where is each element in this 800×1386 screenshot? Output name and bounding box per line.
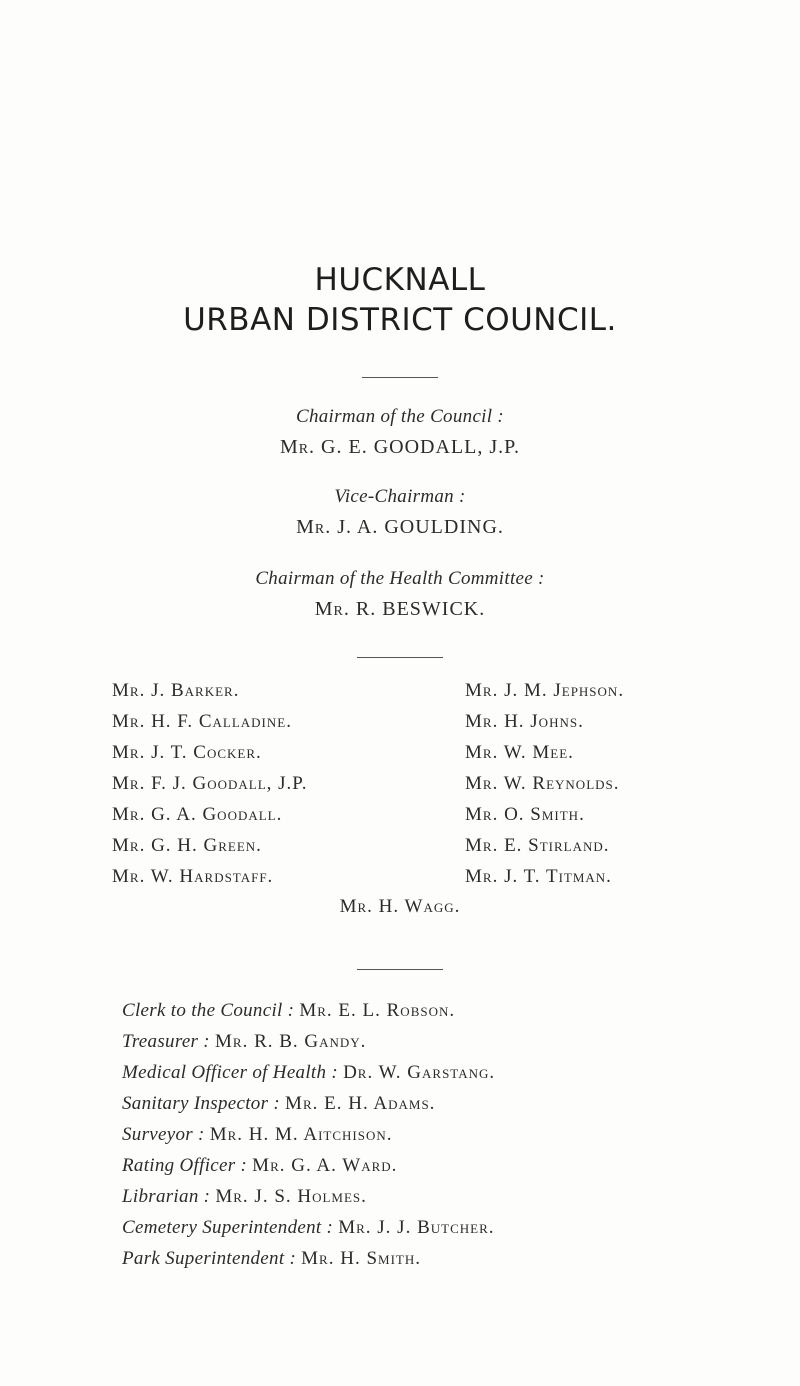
officer-name: Mr. H. M. Aitchison. <box>209 1124 393 1145</box>
officer-name: Mr. H. Smith. <box>301 1248 421 1269</box>
member-left-6: Mr. G. H. Green. <box>112 835 262 856</box>
officer-title: Medical Officer of Health : <box>122 1062 338 1083</box>
officer-title: Clerk to the Council : <box>122 1000 295 1021</box>
member-right-3: Mr. W. Mee. <box>465 742 574 763</box>
member-last: Mr. H. Wagg. <box>339 896 461 917</box>
council-name-line-1: HUCKNALL <box>314 262 486 298</box>
officer-title: Cemetery Superintendent : <box>122 1217 334 1238</box>
officer-row <box>122 1186 367 1208</box>
officer-title: Treasurer : <box>122 1031 210 1052</box>
officer-title: Librarian : <box>122 1186 211 1207</box>
divider-rule <box>362 377 438 378</box>
member-left-2: Mr. H. F. Calladine. <box>112 711 292 732</box>
officer-row <box>122 1093 435 1115</box>
health-chairman-title: Chairman of the Health Committee : <box>255 568 545 589</box>
officer-row <box>122 1248 421 1270</box>
officer-name: Dr. W. Garstang. <box>343 1062 496 1083</box>
member-left-1: Mr. J. Barker. <box>112 680 240 701</box>
officer-name: Mr. R. B. Gandy. <box>215 1031 367 1052</box>
vice-chairman-name: Mr. J. A. GOULDING. <box>296 516 504 538</box>
officer-row <box>122 1155 397 1177</box>
officer-row <box>122 1062 495 1084</box>
member-left-4: Mr. F. J. Goodall, J.P. <box>112 773 308 794</box>
officer-row <box>122 1031 366 1053</box>
council-name-line-2: URBAN DISTRICT COUNCIL. <box>183 302 617 338</box>
member-left-3: Mr. J. T. Cocker. <box>112 742 262 763</box>
health-chairman-name: Mr. R. BESWICK. <box>314 598 486 620</box>
member-right-5: Mr. O. Smith. <box>465 804 585 825</box>
officer-row <box>122 1124 393 1146</box>
member-right-2: Mr. H. Johns. <box>465 711 584 732</box>
member-right-1: Mr. J. M. Jephson. <box>465 680 625 701</box>
vice-chairman-title: Vice-Chairman : <box>334 486 466 507</box>
officer-name: Mr. E. L. Robson. <box>299 1000 456 1021</box>
member-right-4: Mr. W. Reynolds. <box>465 773 620 794</box>
officer-title: Rating Officer : <box>122 1155 248 1176</box>
member-right-6: Mr. E. Stirland. <box>465 835 610 856</box>
member-left-7: Mr. W. Hardstaff. <box>112 866 274 887</box>
divider-rule <box>357 969 443 970</box>
officer-name: Mr. J. J. Butcher. <box>338 1217 495 1238</box>
member-right-7: Mr. J. T. Titman. <box>465 866 612 887</box>
officer-title: Surveyor : <box>122 1124 205 1145</box>
officer-name: Mr. E. H. Adams. <box>285 1093 436 1114</box>
member-left-5: Mr. G. A. Goodall. <box>112 804 283 825</box>
officer-title: Park Superintendent : <box>122 1248 297 1269</box>
chairman-title: Chairman of the Council : <box>295 406 505 427</box>
officer-row <box>122 1000 455 1022</box>
chairman-name: Mr. G. E. GOODALL, J.P. <box>279 436 521 458</box>
officer-title: Sanitary Inspector : <box>122 1093 280 1114</box>
divider-rule <box>357 657 443 658</box>
officer-name: Mr. G. A. Ward. <box>252 1155 398 1176</box>
officer-row <box>122 1217 495 1239</box>
officer-name: Mr. J. S. Holmes. <box>215 1186 367 1207</box>
